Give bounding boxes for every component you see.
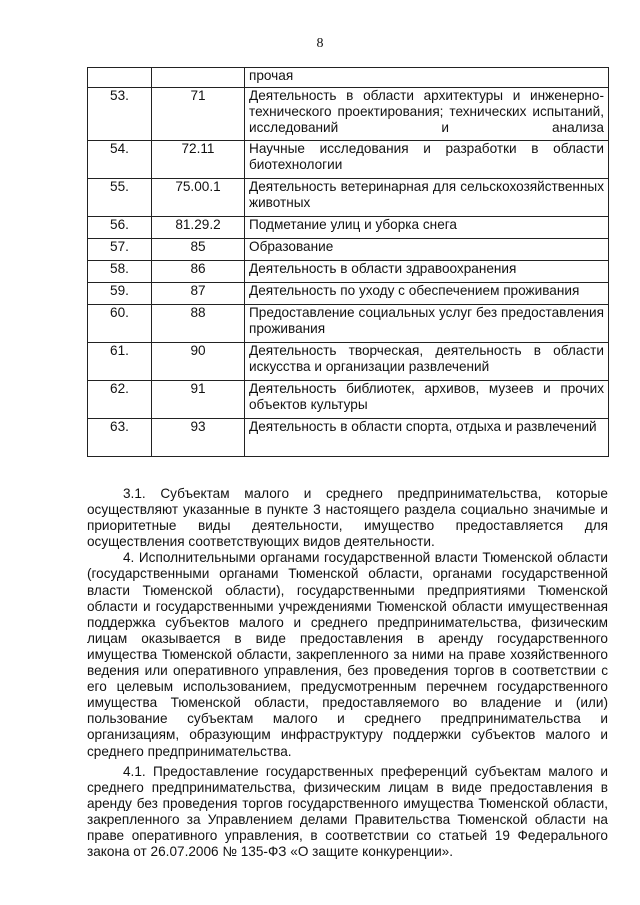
okved-code: 93 xyxy=(152,419,245,457)
paragraph-4: 4. Исполнительными органами государственной власти Тюменской области (государственными органами Тюменской области, органами государственной власти Тюменской области), государственными предприятиями Тюменской области и государственными учреждениями Тюменской области имущественная поддержка субъектов малого и среднего предпринимательства, физическим лицам оказывается в виде предоставления в аренду государственного имущества Тюменской области, закрепленного за ними на праве хозяйственного ведения или оперативного управления, без проведения торгов в соответствии с его целевым использованием, предусмотренным перечнем государственного имущества Тюменской области, предоставляемого во владение и (или) пользование субъектам малого и среднего предпринимательства и организациям, образующим инфраструктуру поддержки субъектов малого и среднего предпринимательства. xyxy=(87,550,608,759)
table-row xyxy=(88,179,609,217)
row-number: 55. xyxy=(88,179,152,217)
table-row xyxy=(88,305,609,343)
activity-name: Научные исследования и разработки в области биотехнологии xyxy=(245,141,609,179)
okved-code: 81.29.2 xyxy=(152,217,245,239)
activity-name: Предоставление социальных услуг без предоставления проживания xyxy=(245,305,609,343)
table-row xyxy=(88,419,609,457)
activity-name: Деятельность в области архитектуры и инженерно-технического проектирования; технических испытаний, исследований и анализа xyxy=(245,88,609,141)
row-number: 62. xyxy=(88,381,152,419)
document-body xyxy=(87,486,608,860)
table-row xyxy=(88,283,609,305)
row-number: 60. xyxy=(88,305,152,343)
row-number: 63. xyxy=(88,419,152,457)
okved-code: 75.00.1 xyxy=(152,179,245,217)
table-row xyxy=(88,239,609,261)
table-row xyxy=(88,261,609,283)
table-row xyxy=(88,217,609,239)
paragraph-3-1: 3.1. Субъектам малого и среднего предпринимательства, которые осуществляют указанные в пункте 3 настоящего раздела социально значимые и приоритетные виды деятельности, имущество предоставляется для осуществления соответствующих видов деятельности. xyxy=(87,486,608,550)
activity-name: Образование xyxy=(245,239,609,261)
okved-code: 86 xyxy=(152,261,245,283)
activity-name: Деятельность в области здравоохранения xyxy=(245,261,609,283)
row-number: 54. xyxy=(88,141,152,179)
table-row xyxy=(88,68,609,88)
activity-name: прочая xyxy=(245,68,609,88)
okved-code: 85 xyxy=(152,239,245,261)
row-number xyxy=(88,68,152,88)
row-number: 53. xyxy=(88,88,152,141)
okved-code xyxy=(152,68,245,88)
activities-table xyxy=(87,67,609,457)
row-number: 56. xyxy=(88,217,152,239)
okved-code: 88 xyxy=(152,305,245,343)
okved-code: 87 xyxy=(152,283,245,305)
table-row xyxy=(88,141,609,179)
table-row xyxy=(88,381,609,419)
activity-name: Подметание улиц и уборка снега xyxy=(245,217,609,239)
activity-name: Деятельность ветеринарная для сельскохозяйственных животных xyxy=(245,179,609,217)
table-row xyxy=(88,343,609,381)
activity-name: Деятельность по уходу с обеспечением проживания xyxy=(245,283,609,305)
row-number: 59. xyxy=(88,283,152,305)
okved-code: 72.11 xyxy=(152,141,245,179)
paragraph-4-1: 4.1. Предоставление государственных преференций субъектам малого и среднего предпринимательства, физическим лицам в виде предоставления в аренду без проведения торгов государственного имущества Тюменской области, закрепленного за Управлением делами Правительства Тюменской области на праве оперативного управления, в соответствии со статьей 19 Федерального закона от 26.07.2006 № 135-ФЗ «О защите конкуренции». xyxy=(87,763,608,860)
page-number: 8 xyxy=(316,36,324,51)
okved-code: 71 xyxy=(152,88,245,141)
activity-name: Деятельность в области спорта, отдыха и развлечений xyxy=(245,419,609,457)
activity-name: Деятельность библиотек, архивов, музеев и прочих объектов культуры xyxy=(245,381,609,419)
activity-name: Деятельность творческая, деятельность в области искусства и организации развлечений xyxy=(245,343,609,381)
okved-code: 91 xyxy=(152,381,245,419)
row-number: 58. xyxy=(88,261,152,283)
okved-code: 90 xyxy=(152,343,245,381)
table-row xyxy=(88,88,609,141)
row-number: 57. xyxy=(88,239,152,261)
row-number: 61. xyxy=(88,343,152,381)
